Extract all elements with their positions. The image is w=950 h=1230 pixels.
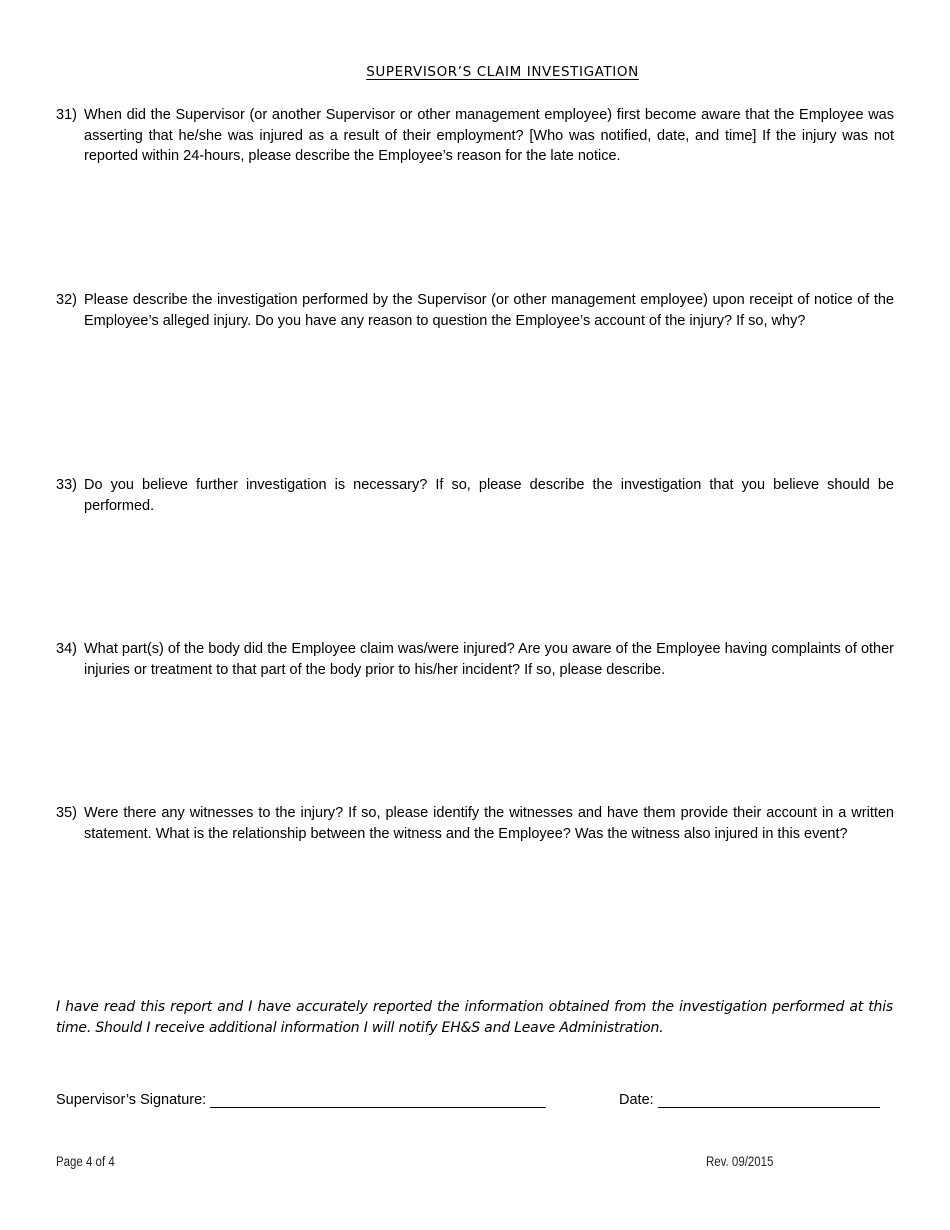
date-label: Date: bbox=[619, 1092, 654, 1108]
page-title: SUPERVISOR’S CLAIM INVESTIGATION bbox=[366, 64, 639, 80]
question-number: 34) bbox=[56, 641, 77, 657]
date-row bbox=[619, 1092, 880, 1108]
question-number: 35) bbox=[56, 805, 77, 821]
question-number: 33) bbox=[56, 477, 77, 493]
question-35 bbox=[56, 803, 894, 844]
question-34 bbox=[56, 639, 894, 680]
question-text: Please describe the investigation performed by the Supervisor (or other management employee) upon receipt of notice of the Employee’s alleged injury. Do you have any reason to question the Employee’s account of the injury? If so, why? bbox=[84, 292, 894, 329]
date-field[interactable] bbox=[658, 1092, 880, 1108]
signature-label: Supervisor’s Signature: bbox=[56, 1092, 207, 1108]
signature-row bbox=[56, 1092, 546, 1108]
question-33 bbox=[56, 475, 894, 516]
question-number: 31) bbox=[56, 107, 77, 123]
question-32 bbox=[56, 290, 894, 331]
page-number: Page 4 of 4 bbox=[56, 1154, 115, 1169]
revision-label: Rev. 09/2015 bbox=[706, 1154, 774, 1169]
question-text: Do you believe further investigation is necessary? If so, please describe the investigation that you believe should be performed. bbox=[84, 477, 894, 514]
certification-statement: I have read this report and I have accurately reported the information obtained from the investigation performed at this time. Should I receive additional information I will notify EH&S and Leave Administration. bbox=[56, 999, 893, 1036]
question-31 bbox=[56, 105, 894, 167]
signature-field[interactable] bbox=[210, 1092, 546, 1108]
question-text: Were there any witnesses to the injury? If so, please identify the witnesses and have them provide their account in a written statement. What is the relationship between the witness and the Employee? Was the witness also injured in this event? bbox=[84, 805, 894, 842]
question-text: What part(s) of the body did the Employee claim was/were injured? Are you aware of the Employee having complaints of other injuries or treatment to that part of the body prior to his/her incident? If so, please describe. bbox=[84, 641, 894, 678]
question-text: When did the Supervisor (or another Supervisor or other management employee) first become aware that the Employee was asserting that he/she was injured as a result of their employment? [Who was notified, date, and time] If the injury was not reported within 24-hours, please describe the Employee’s reason for the late notice. bbox=[84, 107, 894, 164]
question-number: 32) bbox=[56, 292, 77, 308]
